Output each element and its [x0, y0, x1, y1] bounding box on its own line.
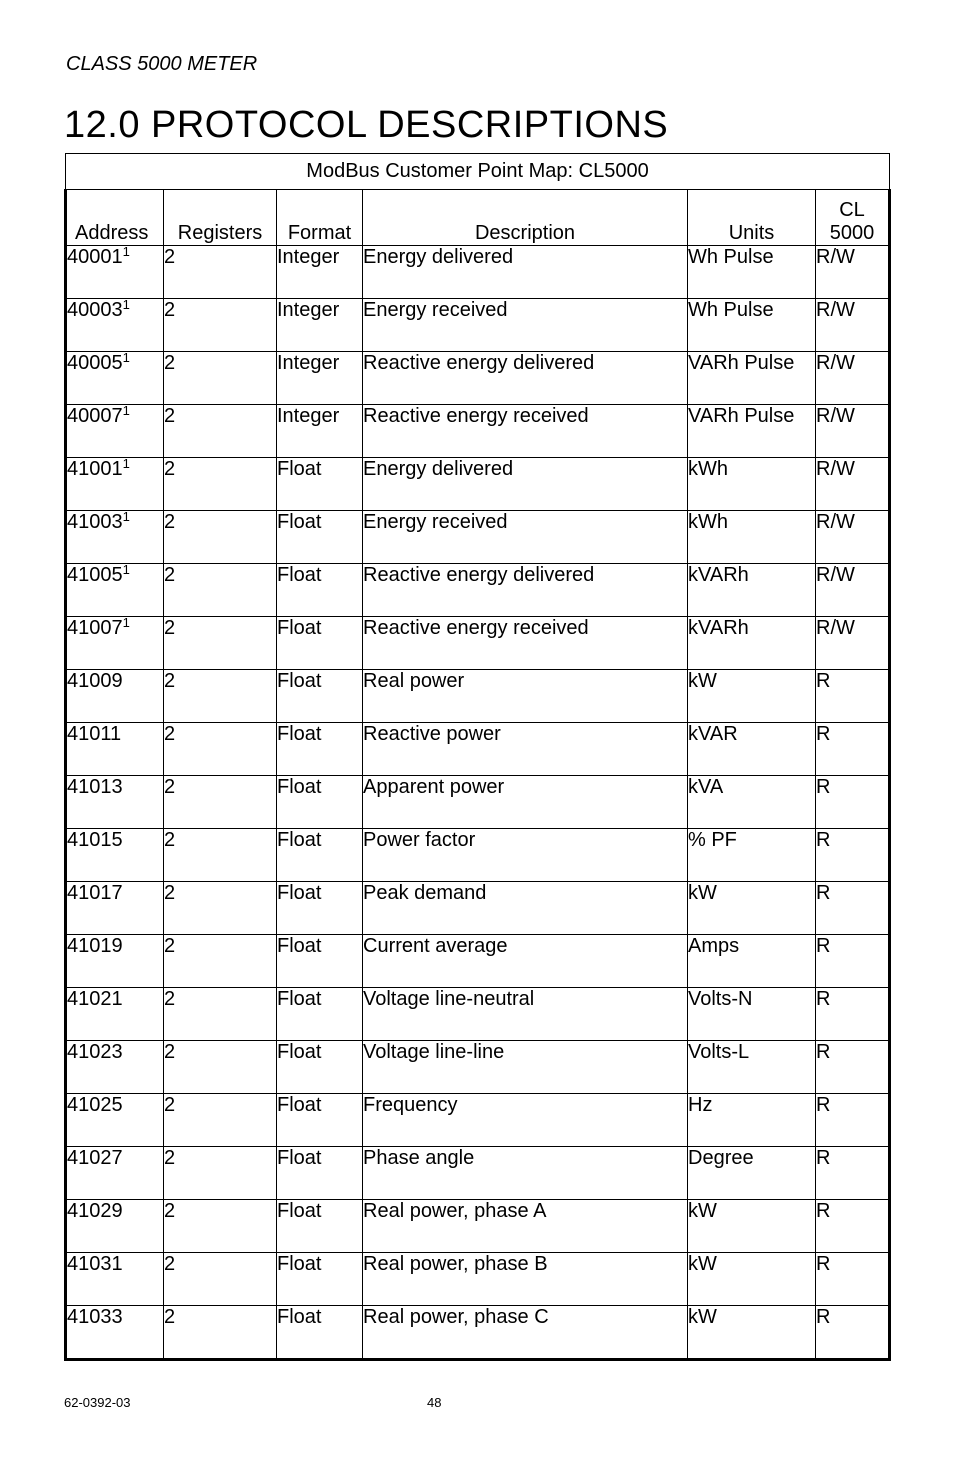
- cell-registers: 2: [164, 458, 277, 511]
- cell-description: Apparent power: [363, 776, 688, 829]
- cell-description: Energy delivered: [363, 246, 688, 299]
- cell-address: [66, 246, 164, 299]
- column-header-format: Format: [277, 190, 363, 246]
- cell-address: [66, 988, 164, 1041]
- cell-access: R: [816, 670, 890, 723]
- cell-description: Current average: [363, 935, 688, 988]
- address-value: 41005: [67, 564, 123, 586]
- table-row: [66, 670, 890, 723]
- table-row: [66, 1306, 890, 1360]
- cell-units: kW: [688, 1200, 816, 1253]
- cell-units: Wh Pulse: [688, 299, 816, 352]
- cell-format: Integer: [277, 352, 363, 405]
- cell-registers: 2: [164, 511, 277, 564]
- cell-format: Float: [277, 458, 363, 511]
- cell-address: [66, 1306, 164, 1360]
- cell-description: Real power, phase C: [363, 1306, 688, 1360]
- cell-description: Energy received: [363, 511, 688, 564]
- cell-format: Integer: [277, 299, 363, 352]
- table-caption-row: [66, 154, 890, 190]
- cell-description: Phase angle: [363, 1147, 688, 1200]
- cell-address: [66, 935, 164, 988]
- cell-format: Float: [277, 564, 363, 617]
- table-body: [66, 246, 890, 1360]
- cell-registers: 2: [164, 988, 277, 1041]
- address-value: 41001: [67, 458, 123, 480]
- address-value: 41021: [67, 988, 123, 1010]
- cell-address: [66, 1041, 164, 1094]
- cell-units: kW: [688, 882, 816, 935]
- column-header-registers: Registers: [164, 190, 277, 246]
- cell-units: kWh: [688, 458, 816, 511]
- table-row: [66, 617, 890, 670]
- cell-access: R: [816, 1041, 890, 1094]
- cell-units: Hz: [688, 1094, 816, 1147]
- address-value: 41015: [67, 829, 123, 851]
- document-number: 62-0392-03: [64, 1395, 131, 1410]
- table-row: [66, 564, 890, 617]
- cell-registers: 2: [164, 617, 277, 670]
- cell-format: Float: [277, 617, 363, 670]
- cell-format: Float: [277, 882, 363, 935]
- cell-address: [66, 670, 164, 723]
- address-value: 41025: [67, 1094, 123, 1116]
- column-header-units: Units: [688, 190, 816, 246]
- table-row: [66, 988, 890, 1041]
- cell-format: Float: [277, 1094, 363, 1147]
- cell-units: VARh Pulse: [688, 352, 816, 405]
- table-row: [66, 1147, 890, 1200]
- address-value: 40001: [67, 246, 123, 268]
- cell-registers: 2: [164, 1253, 277, 1306]
- cell-address: [66, 882, 164, 935]
- cell-units: kW: [688, 670, 816, 723]
- address-value: 41027: [67, 1147, 123, 1169]
- table-row: [66, 935, 890, 988]
- cell-description: Real power: [363, 670, 688, 723]
- cell-access: R: [816, 776, 890, 829]
- cell-access: R/W: [816, 458, 890, 511]
- cell-access: R: [816, 1094, 890, 1147]
- cell-registers: 2: [164, 299, 277, 352]
- cell-address: [66, 458, 164, 511]
- cell-registers: 2: [164, 776, 277, 829]
- address-value: 41023: [67, 1041, 123, 1063]
- cell-address: [66, 1147, 164, 1200]
- address-value: 41017: [67, 882, 123, 904]
- cell-units: Volts-L: [688, 1041, 816, 1094]
- point-map-table: [64, 153, 891, 1361]
- cell-access: R/W: [816, 299, 890, 352]
- cell-access: R: [816, 1253, 890, 1306]
- address-value: 41009: [67, 670, 123, 692]
- cell-registers: 2: [164, 935, 277, 988]
- cell-address: [66, 1253, 164, 1306]
- cell-access: R/W: [816, 617, 890, 670]
- cell-registers: 2: [164, 670, 277, 723]
- footnote-marker: 1: [122, 350, 130, 365]
- cell-registers: 2: [164, 246, 277, 299]
- table-row: [66, 1094, 890, 1147]
- cell-access: R: [816, 723, 890, 776]
- footnote-marker: 1: [122, 244, 130, 259]
- table-caption: ModBus Customer Point Map: CL5000: [66, 154, 890, 190]
- cell-description: Power factor: [363, 829, 688, 882]
- cell-units: Volts-N: [688, 988, 816, 1041]
- cell-address: [66, 352, 164, 405]
- column-header-address: Address: [66, 190, 164, 246]
- cell-units: % PF: [688, 829, 816, 882]
- cell-registers: 2: [164, 882, 277, 935]
- cell-registers: 2: [164, 1147, 277, 1200]
- footnote-marker: 1: [122, 615, 130, 630]
- address-value: 41013: [67, 776, 123, 798]
- address-value: 40007: [67, 405, 123, 427]
- column-header-cl5000: [816, 190, 890, 246]
- table-row: [66, 723, 890, 776]
- column-header-5000: 5000: [829, 222, 875, 244]
- cell-format: Float: [277, 1200, 363, 1253]
- cell-units: Degree: [688, 1147, 816, 1200]
- column-header-description: Description: [363, 190, 688, 246]
- table-header-row: [66, 190, 890, 246]
- cell-format: Float: [277, 1306, 363, 1360]
- cell-format: Float: [277, 988, 363, 1041]
- cell-format: Float: [277, 829, 363, 882]
- cell-format: Float: [277, 935, 363, 988]
- running-header: CLASS 5000 METER: [66, 53, 258, 75]
- cell-format: Float: [277, 511, 363, 564]
- cell-access: R: [816, 935, 890, 988]
- cell-description: Real power, phase B: [363, 1253, 688, 1306]
- cell-description: Energy delivered: [363, 458, 688, 511]
- cell-description: Reactive energy received: [363, 617, 688, 670]
- cell-address: [66, 299, 164, 352]
- cell-registers: 2: [164, 829, 277, 882]
- table-row: [66, 1253, 890, 1306]
- cell-address: [66, 1200, 164, 1253]
- cell-units: kW: [688, 1253, 816, 1306]
- footnote-marker: 1: [122, 509, 130, 524]
- cell-description: Reactive energy delivered: [363, 352, 688, 405]
- cell-access: R/W: [816, 246, 890, 299]
- cell-units: kWh: [688, 511, 816, 564]
- cell-units: kVAR: [688, 723, 816, 776]
- cell-address: [66, 511, 164, 564]
- cell-address: [66, 405, 164, 458]
- cell-registers: 2: [164, 352, 277, 405]
- cell-access: R/W: [816, 564, 890, 617]
- table-row: [66, 1041, 890, 1094]
- table-row: [66, 458, 890, 511]
- cell-access: R: [816, 829, 890, 882]
- table-row: [66, 246, 890, 299]
- address-value: 41019: [67, 935, 123, 957]
- cell-registers: 2: [164, 1306, 277, 1360]
- cell-units: kW: [688, 1306, 816, 1360]
- footnote-marker: 1: [122, 562, 130, 577]
- cell-address: [66, 1094, 164, 1147]
- cell-address: [66, 829, 164, 882]
- cell-registers: 2: [164, 1200, 277, 1253]
- cell-access: R/W: [816, 405, 890, 458]
- cell-format: Float: [277, 1147, 363, 1200]
- cell-units: Amps: [688, 935, 816, 988]
- footnote-marker: 1: [122, 403, 130, 418]
- cell-format: Float: [277, 1253, 363, 1306]
- cell-registers: 2: [164, 1041, 277, 1094]
- cell-units: kVARh: [688, 564, 816, 617]
- cell-access: R: [816, 988, 890, 1041]
- page-number: 48: [427, 1395, 442, 1410]
- cell-units: kVARh: [688, 617, 816, 670]
- cell-description: Peak demand: [363, 882, 688, 935]
- table-row: [66, 776, 890, 829]
- cell-description: Reactive energy received: [363, 405, 688, 458]
- column-header-cl: CL: [839, 199, 865, 221]
- table-row: [66, 829, 890, 882]
- cell-address: [66, 564, 164, 617]
- cell-format: Float: [277, 776, 363, 829]
- cell-description: Voltage line-neutral: [363, 988, 688, 1041]
- cell-units: kVA: [688, 776, 816, 829]
- cell-registers: 2: [164, 405, 277, 458]
- address-value: 41011: [67, 723, 122, 745]
- cell-units: Wh Pulse: [688, 246, 816, 299]
- table-row: [66, 352, 890, 405]
- address-value: 41031: [67, 1253, 123, 1275]
- address-value: 40005: [67, 352, 123, 374]
- address-value: 41007: [67, 617, 123, 639]
- address-value: 40003: [67, 299, 123, 321]
- cell-address: [66, 617, 164, 670]
- table-row: [66, 511, 890, 564]
- table-row: [66, 882, 890, 935]
- cell-address: [66, 776, 164, 829]
- address-value: 41029: [67, 1200, 123, 1222]
- cell-units: VARh Pulse: [688, 405, 816, 458]
- cell-description: Voltage line-line: [363, 1041, 688, 1094]
- cell-format: Integer: [277, 246, 363, 299]
- table-row: [66, 405, 890, 458]
- cell-description: Energy received: [363, 299, 688, 352]
- address-value: 41003: [67, 511, 123, 533]
- cell-access: R/W: [816, 352, 890, 405]
- footnote-marker: 1: [122, 297, 130, 312]
- cell-address: [66, 723, 164, 776]
- cell-access: R: [816, 882, 890, 935]
- cell-access: R: [816, 1200, 890, 1253]
- cell-format: Integer: [277, 405, 363, 458]
- cell-description: Reactive energy delivered: [363, 564, 688, 617]
- footnote-marker: 1: [122, 456, 130, 471]
- cell-description: Frequency: [363, 1094, 688, 1147]
- table-row: [66, 299, 890, 352]
- cell-format: Float: [277, 723, 363, 776]
- table-row: [66, 1200, 890, 1253]
- cell-format: Float: [277, 1041, 363, 1094]
- cell-registers: 2: [164, 1094, 277, 1147]
- cell-access: R: [816, 1147, 890, 1200]
- cell-registers: 2: [164, 723, 277, 776]
- cell-access: R: [816, 1306, 890, 1360]
- cell-format: Float: [277, 670, 363, 723]
- cell-access: R/W: [816, 511, 890, 564]
- page-title: 12.0 PROTOCOL DESCRIPTIONS: [64, 104, 669, 146]
- address-value: 41033: [67, 1306, 123, 1328]
- cell-registers: 2: [164, 564, 277, 617]
- cell-description: Real power, phase A: [363, 1200, 688, 1253]
- cell-description: Reactive power: [363, 723, 688, 776]
